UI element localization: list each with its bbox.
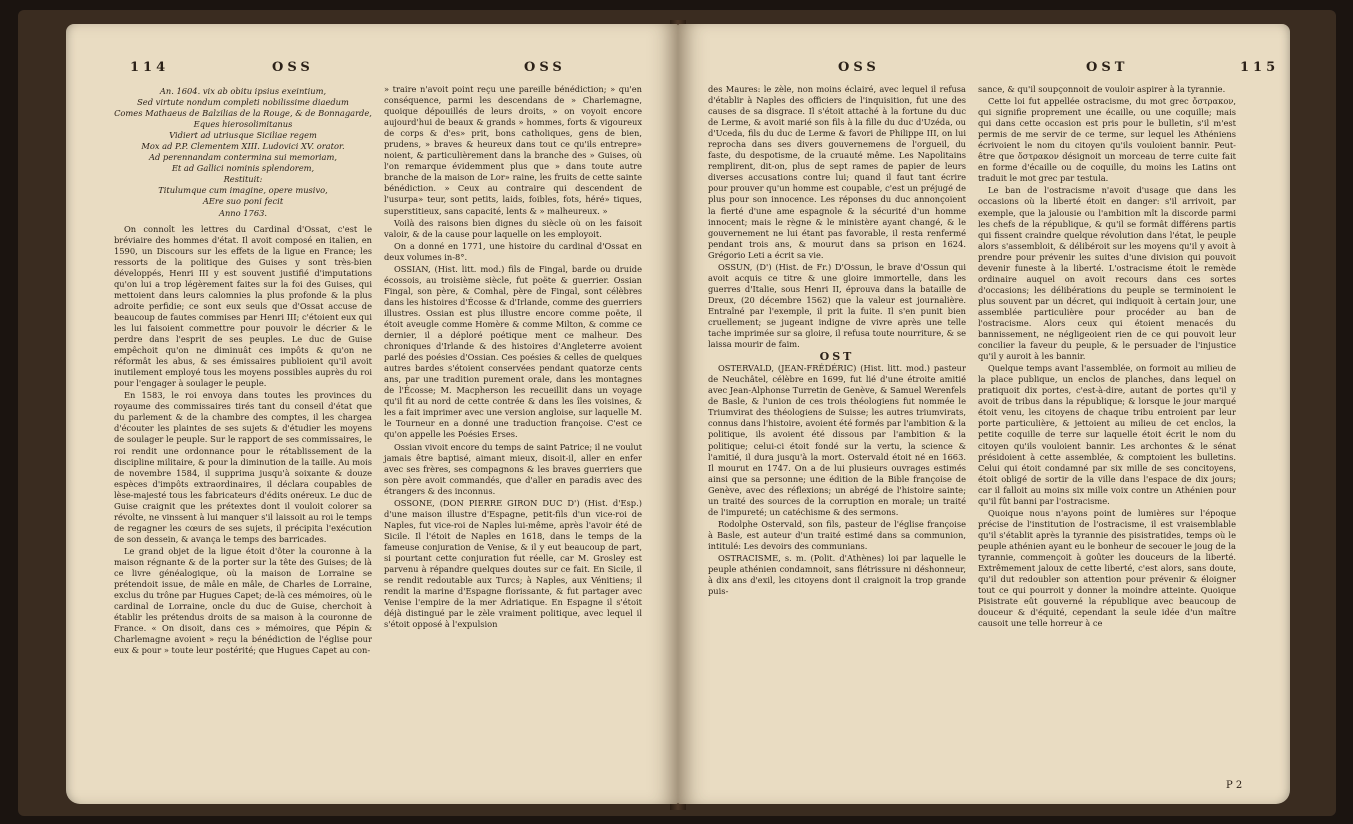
- paragraph: On connoît les lettres du Cardinal d'Ossat, c'est le bréviaire des hommes d'état. Il avoit composé en italien, en 1590, un Discours sur les effets de la ligue en France; les ressorts de la politique des Guises y sont très-bien développés, Henri III y est souvent justifié d'imputations qu'on lui a trop légèrement faites sur la foi des Guises, qui mettoient dans leurs calomnies la plus profonde & la plus adroite perfidie; ce sont eux seuls que d'Ossat accuse de beaucoup de fautes commises par Henri III; c'étoient eux qui les lui faisoient commettre pour pouvoir le décrier & le perdre dans l'esprit de ses peuples. Le duc de Guise empêchoit qu'on ne diminuât ces impôts & qu'on ne réformât les abus, & ses émissaires publioient qu'il avoit inutilement employé tous les moyens possibles auprès du roi pour l'engager à soulager le peuple.: [114, 223, 372, 389]
- paragraph: On a donné en 1771, une histoire du cardinal d'Ossat en deux volumes in-8°.: [384, 240, 642, 262]
- section-heading: OST: [819, 350, 855, 364]
- right-column-2: [978, 84, 1236, 630]
- left-page: [66, 24, 678, 804]
- paragraph: sance, & qu'il soupçonnoit de vouloir aspirer à la tyrannie.: [978, 84, 1226, 94]
- left-column-2: [384, 84, 642, 631]
- paragraph: Quelque temps avant l'assemblée, on formoit au milieu de la place publique, un enclos de planches, dans lequel on pratiquoit dix portes, c'est-à-dire, autant de portes qu'il y avoit de tribus dans la république; & lorsque le jour marqué étoit venu, les citoyens de chaque tribu entroient par leur porte particulière, & jettoient au milieu de cet enclos, la petite coquille de terre sur laquelle étoit écrit le nom du citoyen qu'ils vouloient bannir. Les archontes & le sénat présidoient à cette assemblée, & comptoient les bulletins. Celui qui étoit condamné par six mille de ses concitoyens, étoit obligé de sortir de la ville dans l'espace de dix jours; car il falloit au moins six mille voix contre un Athénien pour qu'il fût banni par l'ostracisme.: [978, 363, 1236, 506]
- entry-ossian: OSSIAN, (Hist. litt. mod.) fils de Fingal, barde ou druide écossois, au troisième siècle, fut poëte & guerrier. Ossian Fingal, son père, & Comhal, père de Fingal, sont célèbres dans les histoires d'Écosse & d'Irlande, comme des guerriers illustres. Ossian est plus illustre encore comme poëte, il étoit aveugle comme Homère & comme Milton, & comme ce dernier, il a déploré poétique ment ce malheur. Des chroniques d'Irlande & des histoires d'Angleterre avoient parlé des poésies d'Ossian. Ces poésies & celles de quelques autres bardes s'étoient conservées pendant quatorze cents ans, par une tradition purement orale, dans les montagnes de l'Écosse; M. Macpherson les recueillit dans un voyage qu'il fit au nord de cette contrée & dans les îles voisines, & les a fait imprimer avec une version angloise, sur laquelle M. le Tourneur en a donné une traduction françoise. C'est ce qu'on appelle les Poésies Erses.: [384, 263, 642, 440]
- epigraph-line: An. 1604. vix ab obitu ipsius exeintium,: [159, 86, 327, 96]
- paragraph: » traire n'avoit point reçu une pareille bénédiction; » qu'en conséquence, parmi les descendans de » Charlemagne, quoique dépouillés de leurs droits, » on voyoit encore aujourd'hui de beaux & grands » hommes, forts & vigoureux de corps & d'es» prit, bons catholiques, gens de bien, prudens, » braves & heureux dans tout ce qu'ils entrepre» noient, & particulièrement dans la branche des » Guises, où l'on remarque évidemment plus que » dans toute autre branche de la maison de Lor» raine, les fruits de cette sainte bénédiction. » Ceux au contraire qui descendent de l'usurpa» teur, sont petits, laids, foibles, fots, héré» tiques, superstitieux, sans capacité, lents & » malheureux. »: [384, 84, 642, 216]
- running-head-left: OSS: [838, 60, 880, 75]
- entry-ostracisme: OSTRACISME, s. m. (Polit. d'Athènes) loi par laquelle le peuple athénien condamnoit, sans flétrissure ni déshonneur, à dix ans d'exil, les citoyens dont il craignoit la trop grande puis-: [708, 552, 966, 597]
- paragraph: Le ban de l'ostracisme n'avoit d'usage que dans les occasions où la liberté étoit en danger: s'il arrivoit, par exemple, que la jalousie ou l'ambition mît la discorde parmi les chefs de la république, & qu'il se formât différens partis qui fissent craindre quelque révolution dans l'état, le peuple alors s'assembloit, & délibéroit sur les moyens qu'il y avoit à prendre pour prévenir les suites d'une division qui pouvoit devenir funeste à la liberté. L'ostracisme étoit le remède ordinaire auquel on avoit recours dans ces sortes d'occasions; les délibérations du peuple se terminoient le plus souvent par un décret, qui indiquoit à certain jour, une assemblée particulière pour procéder au ban de l'ostracisme. Alors ceux qui étoient menacés du bannissement, ne négligeoient rien de ce qui pouvoit leur concilier la faveur du peuple, & le persuader de l'injustice qu'il y auroit à les bannir.: [978, 185, 1236, 362]
- epigraph-line: Restituit:: [223, 174, 263, 185]
- paragraph: Cette loi fut appellée ostracisme, du mot grec ὄστρακον, qui signifie proprement une écaille, ou une coquille; mais qui dans cette occasion est pris pour le bulletin, s'il m'est permis de me servir de ce terme, sur lequel les Athéniens écrivoient le nom du citoyen qu'ils vouloient bannir. Peut-être que ὄστρακον désignoit un morceau de terre cuite fait en forme d'écaille ou de coquille, du moins les Latins ont traduit le mot grec par testula.: [978, 96, 1236, 184]
- paragraph: Voilà des raisons bien dignes du siècle où on les faisoit valoir, & de la cause pour laquelle on les employoit.: [384, 217, 642, 239]
- epigraph-line: Titulumque cum imagine, opere musivo,: [158, 185, 328, 196]
- epigraph-line: Et ad Gallici nominis splendorem,: [171, 163, 315, 174]
- paragraph: En 1583, le roi envoya dans toutes les provinces du royaume des commissaires tirés tant du conseil d'état que du parlement & de la chambre des comptes, il les chargea d'écouter les plaintes de ses sujets & d'étudier les moyens de soulager le peuple. Sur le rapport de ses commissaires, le roi rendit une ordonnance pour le rétablissement de la discipline militaire, & pour la diminution de la taille. Au mois de novembre 1584, il supprima jusqu'à soixante & douze espèces d'impôts extraordinaires, il déclara coupables de lèse-majesté tous les fabricateurs d'édits onéreux. Le duc de Guise craignit que les prétextes dont il vouloit colorer sa révolte, ne vinssent à lui manquer s'il laissoit au roi le temps de regagner les cœurs de ses sujets, il précipita l'exécution de son dessein, & avança le temps des barricades.: [114, 390, 372, 544]
- epigraph-line: Ad perennandam contermina sui memoriam,: [148, 152, 338, 163]
- right-page: [678, 24, 1290, 804]
- signature-mark: P 2: [1226, 780, 1243, 791]
- paragraph: Rodolphe Ostervald, son fils, pasteur de l'église françoise à Basle, est auteur d'un traité estimé dans sa communion, intitulé: Les devoirs des communians.: [708, 518, 966, 551]
- paragraph: Ossian vivoit encore du temps de saint Patrice; il ne voulut jamais être baptisé, aimant mieux, disoit-il, aller en enfer avec ses frères, ses compagnons & les braves guerriers que son père avoit commandés, que d'aller en paradis avec des étrangers & des inconnus.: [384, 441, 642, 496]
- paragraph: Le grand objet de la ligue étoit d'ôter la couronne à la maison régnante & de la porter sur la tête des Guises; de là ce livre généalogique, où la maison de Lorraine se prétendoit issue, de mâle en mâle, de Charles de Lorraine, exclus du trône par Hugues Capet; de-là ces mémoires, où le cardinal de Lorraine, oncle du duc de Guise, cherchoit à établir les prétendus droits de sa maison à la couronne de France. « On disoit, dans ces » mémoires, que Pépin & Charlemagne avoient » reçu la bénédiction de l'église pour eux & pour » toute leur postérité; que Hugues Capet au con-: [114, 545, 372, 656]
- left-column-1: [114, 86, 372, 657]
- epigraph: [114, 86, 372, 219]
- entry-ossun: OSSUN, (D') (Hist. de Fr.) D'Ossun, le brave d'Ossun qui avoit acquis ce titre & une gloire immortelle, dans les guerres d'Italie, sous Henri II, éprouva dans la bataille de Dreux, (20 décembre 1562) que la valeur est journalière. Entraîné par l'exemple, il prit la fuite. Il s'en punit bien cruellement; se jugeant indigne de vivre après une telle tache imprimée sur sa gloire, il refusa toute nourriture, & se laissa mourir de faim.: [708, 261, 966, 350]
- epigraph-line: Anno 1763.: [218, 207, 268, 218]
- entry-ossone: OSSONE, (DON PIERRE GIRON DUC D') (Hist. d'Esp.) d'une maison illustre d'Espagne, petit-fils d'un vice-roi de Naples, fut vice-roi de Naples lui-même, après l'avoir été de Sicile. Il l'étoit de Naples en 1618, dans le temps de la fameuse conjuration de Venise, & il y eut beaucoup de part, si pourtant cette conjuration fut réelle, car M. Grosley est parvenu à répandre quelques doutes sur ce fait. En Sicile, il se rendit redoutable aux Turcs; à Naples, aux Vénitiens; il rendit la marine d'Espagne florissante, & fut partager avec Venise l'empire de la mer Adriatique. En Espagne il s'étoit déjà distingué par le zèle vraiment politique, avec lequel il s'étoit opposé à l'expulsion: [384, 497, 642, 630]
- epigraph-line: Sed virtute nondum completi nobilissime diaedum: [137, 97, 349, 108]
- epigraph-line: AEre suo poni fecit: [202, 196, 284, 207]
- running-head-right: OSS: [524, 60, 566, 75]
- page-number: 114: [130, 60, 170, 75]
- entry-ostervald: OSTERVALD, (JEAN-FRÉDÉRIC) (Hist. litt. mod.) pasteur de Neuchâtel, célèbre en 1699, fut lié d'une étroite amitié avec Jean-Alphonse Turretin de Genève, & Samuel Werenfels de Basle, & l'union de ces trois théologiens fut nommée le Triumvirat des théologiens de Suisse; les autres triumvirats, connus dans l'histoire, avoient été formés par l'ambition & la politique, ils avoient été dissous par l'ambition & la politique; celui-ci étoit fondé sur la vertu, la science & l'amitié, il dura jusqu'à la mort. Ostervald étoit né en 1663. Il mourut en 1747. On a de lui plusieurs ouvrages estimés ainsi que sa personne; une édition de la Bible françoise de Genève, avec des réflexions; un abrégé de l'histoire sainte; un traité des sources de la corruption en morale; un traité de l'impureté; un catéchisme & des sermons.: [708, 363, 966, 517]
- book-spread: [18, 10, 1336, 816]
- page-number: 115: [1240, 60, 1280, 75]
- right-column-1: [708, 84, 966, 598]
- epigraph-line: Vidiert ad utriusque Siciliae regem: [169, 130, 317, 141]
- paragraph: des Maures: le zèle, non moins éclairé, avec lequel il refusa d'établir à Naples des officiers de l'inquisition, fut une des causes de sa disgrace. Il s'étoit attaché à la fortune du duc de Lerme, & avoit marié son fils à la fille du duc d'Uzéda, ou d'Uceda, fils du duc de Lerme & favori de Philippe III, on lui reprocha dans ses divers gouvernemens de l'orgueil, du faste, du despotisme, de la cruauté même. Les Napolitains remplirent, dit-on, plus de sept rames de papier de leurs diverses accusations contre lui; quand il faut tant écrire pour prouver qu'un homme est coupable, c'est un préjugé de plus pour son innocence. Les réponses du duc annonçoient la fierté d'une ame espagnole & la sécurité d'un homme innocent; mais le règne & le ministère ayant changé, & le gouvernement ne lui étant pas favorable, il resta renfermé pendant trois ans, & mourut dans sa prison en 1624. Grégorio Leti a écrit sa vie.: [708, 84, 966, 260]
- epigraph-line: Mox ad P.P. Clementem XIII. Ludovici XV. orator.: [141, 141, 345, 152]
- epigraph-line: Eques hierosolimitanus: [193, 119, 293, 130]
- epigraph-line: Comes Mathaeus de Balzilias de la Rouge, & de Bonnagarde,: [114, 108, 372, 119]
- running-head-left: OSS: [272, 60, 314, 75]
- running-head-right: OST: [1086, 60, 1129, 75]
- paragraph: Quoique nous n'ayons point de lumières sur l'époque précise de l'institution de l'ostracisme, il est vraisemblable qu'il s'établit après la tyrannie des pisistratides, temps où le peuple athénien ayant eu le bonheur de secouer le joug de la tyrannie, commençoit à goûter les douceurs de la liberté. Extrêmement jaloux de cette liberté, c'est alors, sans doute, qu'il dut redoubler son attention pour prévenir & éloigner tout ce qui pourroit y donner la moindre atteinte. Quoique Pisistrate eût gouverné la république avec beaucoup de douceur & d'équité, cependant la seule idée d'un maître causoit une telle horreur à ce: [978, 507, 1236, 629]
